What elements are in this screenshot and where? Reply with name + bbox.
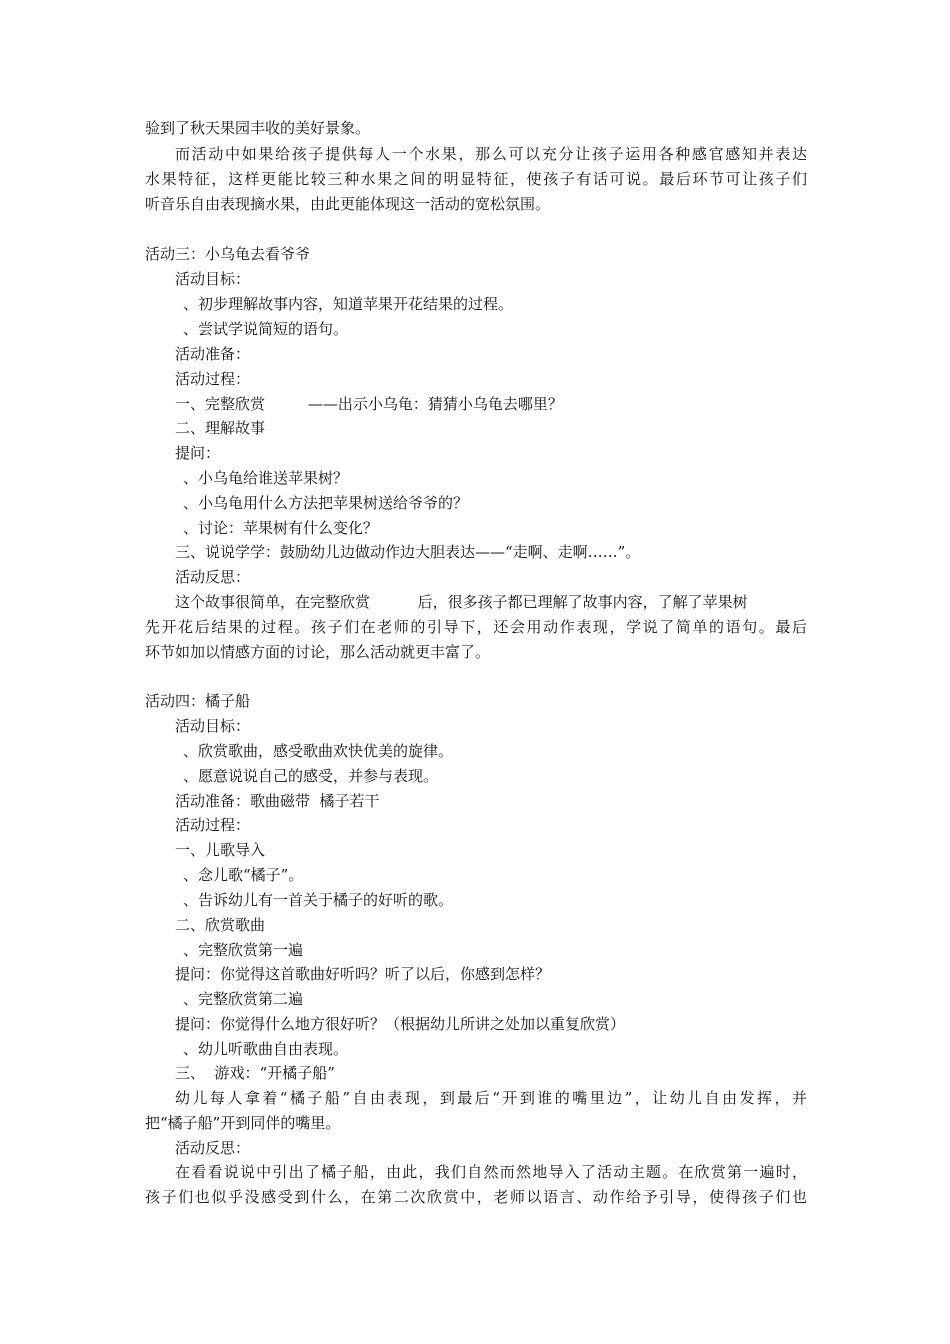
step-item: 、念儿歌“橘子”。 bbox=[183, 866, 304, 884]
question-line: 提问：你觉得什么地方很好听？（根据幼儿所讲之处加以重复欣赏） bbox=[175, 1015, 626, 1033]
reflection-label: 活动反思： bbox=[175, 1139, 251, 1157]
goal-label: 活动目标： bbox=[175, 717, 251, 735]
goal-item: 、愿意说说自己的感受，并参与表现。 bbox=[183, 767, 439, 785]
question-item: 、小乌龟给谁送苹果树？ bbox=[183, 469, 349, 487]
question-item: 、小乌龟用什么方法把苹果树送给爷爷的？ bbox=[183, 494, 469, 512]
step-item: 、完整欣赏第二遍 bbox=[183, 990, 304, 1008]
process-step: 一、儿歌导入 bbox=[175, 841, 266, 859]
reflection-line: 先开花后结果的过程。孩子们在老师的引导下，还会用动作表现，学说了简单的语句。最后 bbox=[145, 618, 807, 636]
step-description: 把“橘子船”开到同伴的嘴里。 bbox=[145, 1114, 341, 1132]
process-step: 一、完整欣赏 ——出示小乌龟：猜猜小乌龟去哪里？ bbox=[175, 395, 563, 413]
step-item: 、告诉幼儿有一首关于橘子的好听的歌。 bbox=[183, 891, 454, 909]
question-item: 、讨论：苹果树有什么变化？ bbox=[183, 519, 379, 537]
reflection-line: 在看看说说中引出了橘子船，由此，我们自然而然地导入了活动主题。在欣赏第一遍时， bbox=[175, 1163, 807, 1181]
activity-four-title: 活动四：橘子船 bbox=[145, 692, 251, 710]
paragraph-line: 验到了秋天果园丰收的美好景象。 bbox=[145, 119, 371, 137]
preparation-label: 活动准备： bbox=[175, 345, 251, 363]
paragraph-line: 听音乐自由表现摘水果，由此更能体现这一活动的宽松氛围。 bbox=[145, 195, 551, 213]
process-label: 活动过程： bbox=[175, 370, 251, 388]
reflection-line: 孩子们也似乎没感受到什么，在第二次欣赏中，老师以语言、动作给予引导，使得孩子们也 bbox=[145, 1188, 807, 1206]
goal-item: 、初步理解故事内容，知道苹果开花结果的过程。 bbox=[183, 295, 514, 313]
goal-label: 活动目标： bbox=[175, 270, 251, 288]
goal-item: 、尝试学说简短的语句。 bbox=[183, 320, 349, 338]
question-label: 提问： bbox=[175, 444, 221, 462]
reflection-label: 活动反思： bbox=[175, 568, 251, 586]
step-item: 、完整欣赏第一遍 bbox=[183, 941, 304, 959]
process-step: 二、理解故事 bbox=[175, 419, 266, 437]
reflection-line: 这个故事很简单，在完整欣赏 后，很多孩子都已理解了故事内容，了解了苹果树 bbox=[175, 593, 748, 611]
goal-item: 、欣赏歌曲，感受歌曲欢快优美的旋律。 bbox=[183, 742, 454, 760]
process-step: 三、说说学学：鼓励幼儿边做动作边大胆表达——“走啊、走啊……”。 bbox=[175, 543, 641, 561]
question-line: 提问：你觉得这首歌曲好听吗？听了以后，你感到怎样？ bbox=[175, 965, 551, 983]
reflection-line: 环节如加以情感方面的讨论，那么活动就更丰富了。 bbox=[145, 643, 491, 661]
process-step: 二、欣赏歌曲 bbox=[175, 916, 266, 934]
paragraph-line: 而活动中如果给孩子提供每人一个水果，那么可以充分让孩子运用各种感官感知并表达 bbox=[175, 145, 807, 163]
step-item: 、幼儿听歌曲自由表现。 bbox=[183, 1040, 349, 1058]
preparation-label: 活动准备：歌曲磁带 橘子若干 bbox=[175, 792, 380, 810]
step-description: 幼儿每人拿着“橘子船”自由表现，到最后“开到谁的嘴里边”，让幼儿自由发挥，并 bbox=[175, 1089, 807, 1107]
process-label: 活动过程： bbox=[175, 816, 251, 834]
paragraph-line: 水果特征，这样更能比较三种水果之间的明显特征，使孩子有话可说。最后环节可让孩子们 bbox=[145, 170, 807, 188]
process-step: 三、 游戏：“开橘子船” bbox=[175, 1064, 335, 1082]
activity-three-title: 活动三：小乌龟去看爷爷 bbox=[145, 245, 311, 263]
